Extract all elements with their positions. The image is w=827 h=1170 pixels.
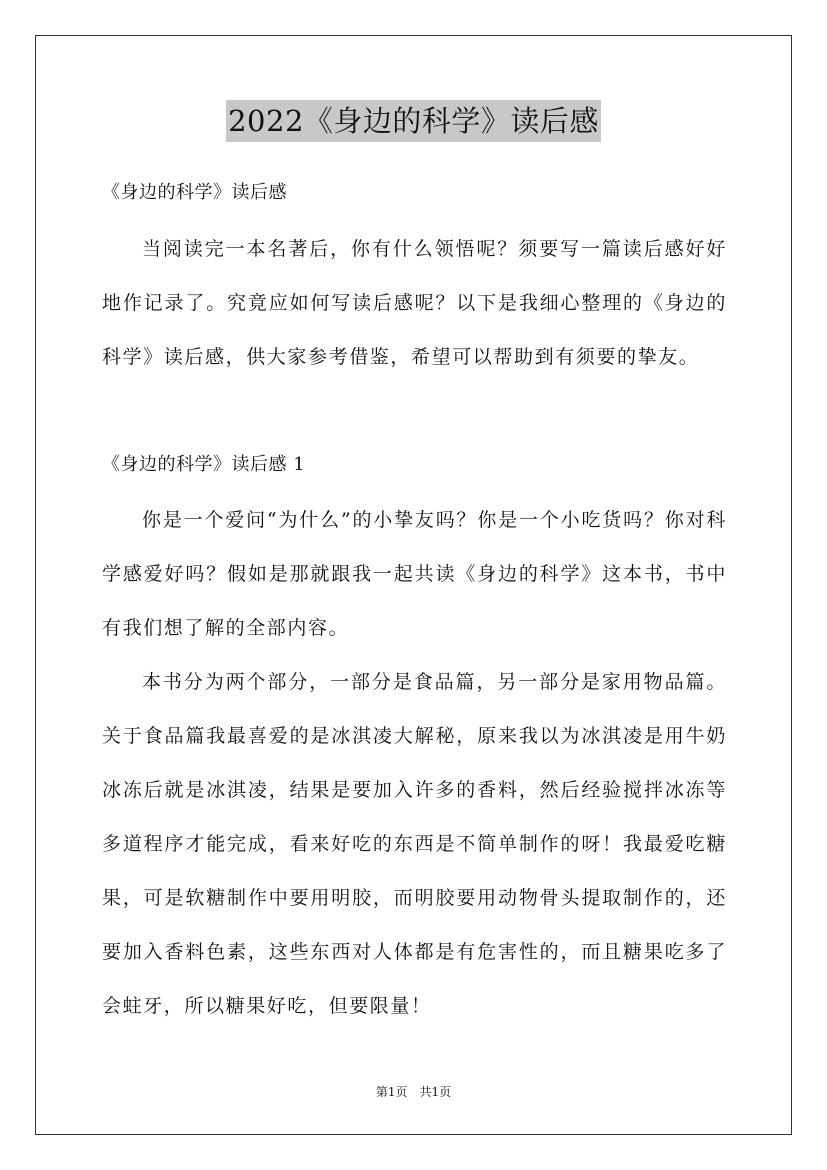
document-title: 2022《身边的科学》读后感 [226,100,601,142]
title-container [0,100,827,142]
body-paragraph-1: 你是一个爱问“为什么”的小挚友吗？你是一个小吃货吗？你对科学感爱好吗？假如是那就跟我一起共读《身边的科学》这本书，书中有我们想了解的全部内容。 [102,509,727,639]
section-heading: 《身边的科学》读后感 1 [102,454,306,475]
body-paragraph-2: 本书分为两个部分，一部分是食品篇，另一部分是家用物品篇。关于食品篇我最喜爱的是冰淇凌大解秘，原来我以为冰淇凌是用牛奶冰冻后就是冰淇凌，结果是要加入许多的香料，然后经验搅拌冰冻等多道程序才能完成，看来好吃的东西是不简单制作的呀！我最爱吃糖果，可是软糖制作中要用明胶，而明胶要用动物骨头提取制作的，还要加入香料色素，这些东西对人体都是有危害性的，而且糖果吃多了会蛀牙，所以糖果好吃，但要限量！ [102,671,727,1017]
intro-paragraph: 当阅读完一本名著后，你有什么领悟呢？须要写一篇读后感好好地作记录了。究竟应如何写读后感呢？以下是我细心整理的《身边的科学》读后感，供大家参考借鉴，希望可以帮助到有须要的挚友。 [102,238,727,368]
page-footer: 第1页 共1页 [375,1085,452,1099]
document-subtitle: 《身边的科学》读后感 [102,182,287,203]
